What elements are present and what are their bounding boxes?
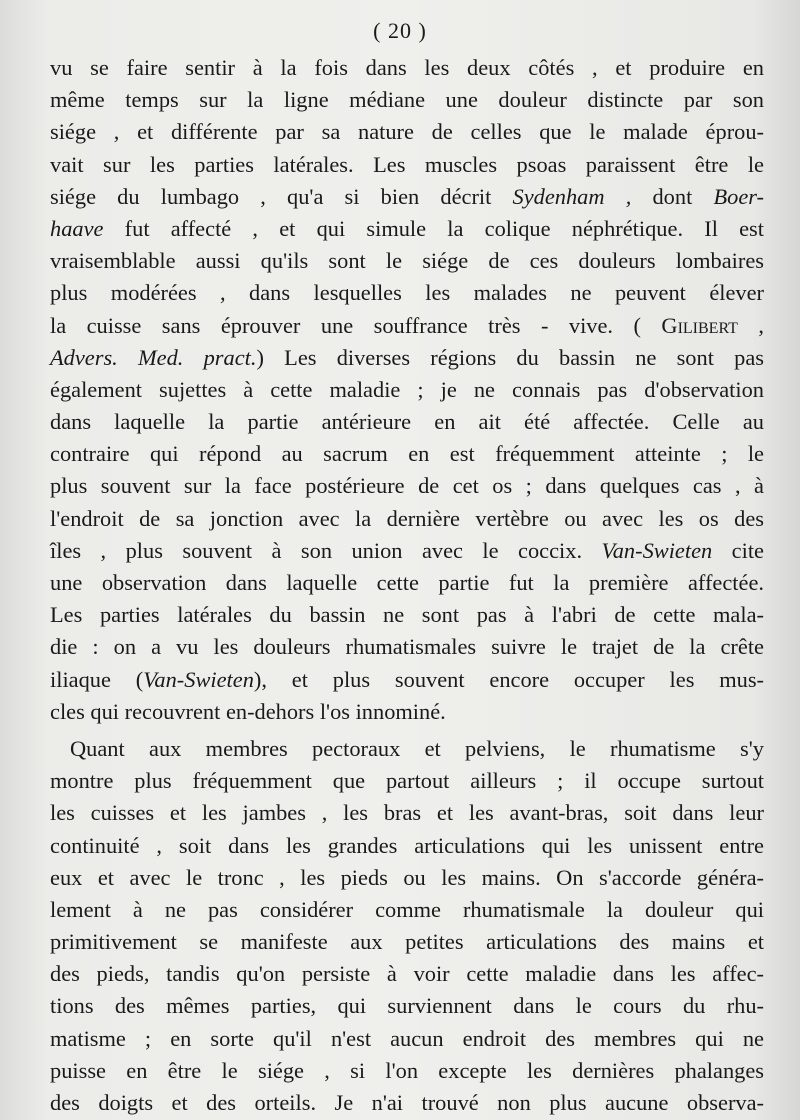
text-run: dont [631, 183, 714, 209]
paragraph [50, 733, 764, 1119]
text-run: plus souvent sur la face postérieure de cet os ; dans quelques cas , à [50, 473, 764, 499]
author-name: Gilibert [661, 312, 738, 338]
text-line [50, 1087, 764, 1119]
text-line [50, 990, 764, 1022]
text-line [50, 1023, 764, 1055]
text-run: primitivement se manifeste aux petites articulations des mains et [50, 929, 764, 955]
text-run: vu se faire sentir à la fois dans les deux côtés , et produire en [50, 55, 764, 80]
text-run: dans laquelle la partie antérieure en ait été affectée. Celle au [50, 409, 764, 435]
text-line [50, 664, 764, 696]
text-line [50, 830, 764, 862]
text-line [50, 894, 764, 926]
italic-reference: Van-Swieten [143, 666, 254, 692]
text-run: siége , et différente par sa nature de celles que le malade éprou- [50, 119, 764, 145]
text-line [50, 535, 764, 567]
text-run: des doigts et des orteils. Je n'ai trouvé non plus aucune observa- [50, 1090, 764, 1115]
text-run: cles qui recouvrent en-dehors l'os innominé. [50, 698, 446, 724]
text-run: die : on a vu les douleurs rhumatismales suivre le trajet de la crête [50, 634, 764, 660]
italic-reference: Boer- [713, 183, 765, 209]
text-line [50, 733, 764, 765]
paragraph [50, 52, 764, 728]
text-line [50, 310, 764, 342]
text-line [50, 213, 764, 245]
text-line [50, 84, 764, 116]
text-line [50, 277, 764, 309]
text-line [50, 1055, 764, 1087]
text-line [50, 696, 764, 728]
text-line [50, 406, 764, 438]
text-line [50, 926, 764, 958]
text-line [50, 567, 764, 599]
text-run: , [737, 312, 764, 338]
text-run: plus modérées , dans lesquelles les malades ne peuvent élever [50, 280, 764, 306]
text-line [50, 374, 764, 406]
text-run: ) Les diverses régions du bassin ne sont pas [256, 344, 764, 370]
italic-reference: Van-Swieten [601, 537, 713, 563]
text-line [50, 503, 764, 535]
body-text [50, 52, 764, 1119]
text-line [50, 116, 764, 148]
text-line [50, 862, 764, 894]
text-line [50, 245, 764, 277]
text-line [50, 438, 764, 470]
page-number: ( 20 ) [373, 18, 427, 43]
text-run: contraire qui répond au sacrum en est fréquemment atteinte ; le [50, 441, 764, 467]
text-run: tions des mêmes parties, qui surviennent dans le cours du rhu- [50, 993, 764, 1019]
text-run: cite [712, 537, 764, 563]
text-run: lement à ne pas considérer comme rhumatismale la douleur qui [50, 896, 764, 922]
text-run: montre plus fréquemment que partout ailleurs ; il occupe surtout [50, 768, 764, 794]
text-run: continuité , soit dans les grandes articulations qui les unissent entre [50, 832, 764, 858]
text-run: une observation dans laquelle cette partie fut la première affectée. [50, 570, 764, 595]
italic-reference: haave [50, 215, 104, 241]
text-run: puisse en être le siége , si l'on excepte les dernières phalanges [50, 1057, 764, 1083]
text-run: siége du lumbago , qu'a si bien décrit [50, 183, 513, 209]
text-run: ), et plus souvent encore occuper les mus- [253, 666, 765, 692]
text-line [50, 342, 764, 374]
text-line [50, 470, 764, 502]
italic-reference: Advers. Med. pract. [50, 344, 257, 370]
text-line [50, 149, 764, 181]
text-line [50, 631, 764, 663]
text-line [50, 797, 764, 829]
text-run: également sujettes à cette maladie ; je ne connais pas d'observation [50, 376, 764, 402]
text-run: la cuisse sans éprouver une souffrance très - vive. ( [50, 312, 662, 338]
text-line [50, 181, 764, 213]
text-run: îles , plus souvent à son union avec le coccix. [50, 537, 602, 563]
text-run: les cuisses et les jambes , les bras et les avant-bras, soit dans leur [50, 800, 764, 826]
text-run: Quant aux membres pectoraux et pelviens, le rhumatisme s'y [70, 735, 764, 761]
text-line [50, 599, 764, 631]
text-run: matisme ; en sorte qu'il n'est aucun endroit des membres qui ne [50, 1025, 764, 1051]
text-run: même temps sur la ligne médiane une douleur distincte par son [50, 87, 764, 113]
text-line [50, 958, 764, 990]
text-run: l'endroit de sa jonction avec la dernière vertèbre ou avec les os des [50, 505, 764, 531]
italic-reference: Sydenham , [512, 183, 632, 209]
text-run: des pieds, tandis qu'on persiste à voir cette maladie dans les affec- [50, 961, 764, 987]
text-line [50, 765, 764, 797]
text-run: fut affecté , et qui simule la colique néphrétique. Il est [103, 215, 764, 241]
text-line [50, 52, 764, 84]
text-run: iliaque ( [50, 666, 144, 692]
text-run: Les parties latérales du bassin ne sont pas à l'abri de cette mala- [50, 602, 764, 628]
text-run: vait sur les parties latérales. Les muscles psoas paraissent être le [50, 151, 764, 177]
text-run: vraisemblable aussi qu'ils sont le siége de ces douleurs lombaires [50, 248, 764, 274]
text-run: eux et avec le tronc , les pieds ou les mains. On s'accorde généra- [50, 864, 764, 890]
